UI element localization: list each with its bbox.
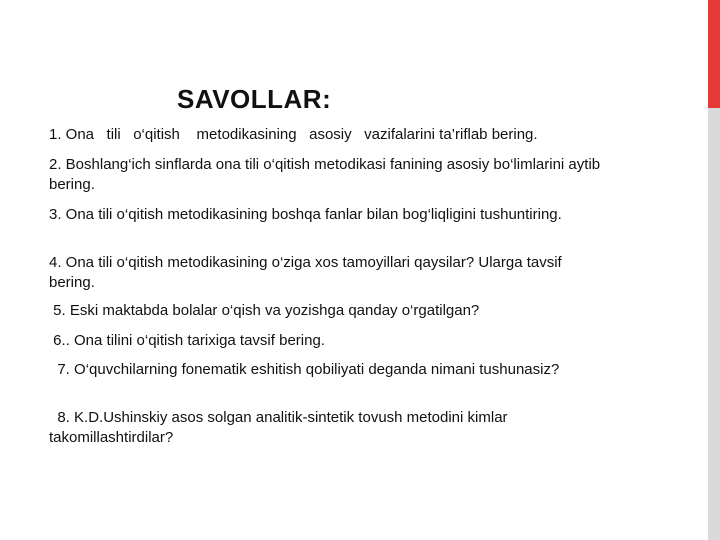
slide-title: SAVOLLAR: [177, 84, 332, 114]
question-6: 6.. Ona tilini o‘qitish tarixiga tavsif bering. [49, 332, 325, 349]
question-1: 1. Ona tili o‘qitish metodikasining asosiy vazifalarini ta’riflab bering. [49, 126, 538, 143]
question-2: 2. Boshlang‘ich sinflarda ona tili o‘qitish metodikasi fanining asosiy bo‘limlarini aytib bering. [49, 156, 605, 193]
accent-bar [708, 0, 720, 108]
question-7: 7. O‘quvchilarning fonematik eshitish qobiliyati deganda nimani tushunasiz? [49, 361, 560, 378]
question-8: 8. K.D.Ushinskiy asos solgan analitik-sintetik tovush metodini kimlar takomillashtirdilar? [49, 409, 512, 446]
question-5: 5. Eski maktabda bolalar o‘qish va yozishga qanday o‘rgatilgan? [49, 302, 480, 319]
question-4: 4. Ona tili o‘qitish metodikasining o‘ziga xos tamoyillari qaysilar? Ularga tavsif bering. [49, 254, 566, 291]
question-3: 3. Ona tili o‘qitish metodikasining boshqa fanlar bilan bog‘liqligini tushuntiring. [49, 206, 562, 223]
accent-line [708, 108, 720, 540]
